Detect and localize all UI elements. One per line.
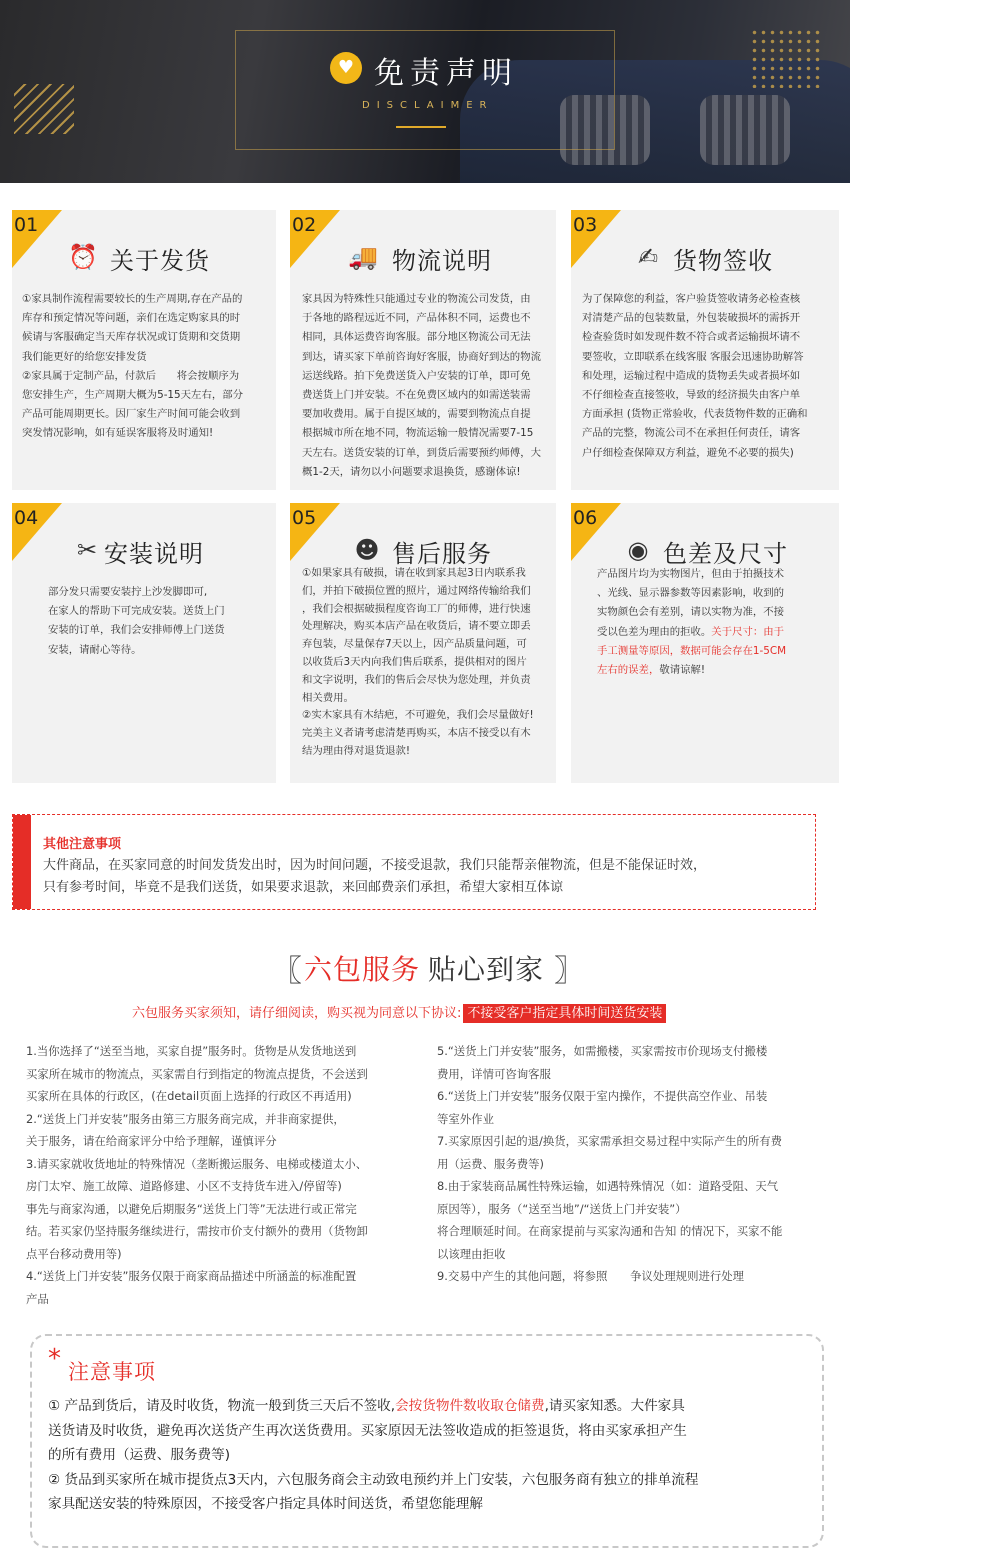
card-line: ②家具属于定制产品，付款后 将会按顺序为 <box>22 369 240 382</box>
term-line: 产品 <box>26 1291 49 1306</box>
notice-line: 大件商品，在买家同意的时间发货发出时，因为时间问题，不接受退款，我们只能帮亲催物流，但是不能保证时效， <box>43 858 707 873</box>
card-title: 物流说明 <box>392 247 492 275</box>
term-line: 房门太窄、施工故障、道路修建、小区不支持货车进入/停留等) <box>26 1179 342 1193</box>
card-line: 突发情况影响，如有延误客服将及时通知! <box>22 427 214 440</box>
card-line <box>597 661 786 680</box>
card-line: 以收货后3天内向我们售后联系，提供相对的图片 <box>302 655 527 668</box>
term-line: 用（运费、服务费等) <box>437 1156 544 1171</box>
six-services-title-dark: 贴心到家 <box>428 953 545 986</box>
card-line: 们，并拍下破损位置的照片，通过网络传输给我们 <box>302 584 531 597</box>
heart-shield-icon: ♥ <box>330 52 362 84</box>
card-line: ①家具制作流程需要较长的生产周期,存在产品的 <box>22 293 243 305</box>
term-line: 原因等），服务（“送至当地”/“送货上门并安装”） <box>437 1201 687 1216</box>
term-line: 3.请买家就收货地址的特殊情况（垄断搬运服务、电梯或楼道太小、 <box>26 1156 368 1171</box>
term-line: 6.“送货上门并安装”服务仅限于室内操作，不提供高空作业、吊装 <box>437 1089 768 1103</box>
card-receipt <box>571 210 839 490</box>
card-line: ①如果家具有破损，请在收到家具起3日内联系我 <box>302 567 526 579</box>
card-installation <box>12 503 276 783</box>
card-line: 不仔细检查直接签收，导致的经济损失由客户单 <box>582 389 801 402</box>
attention-box <box>30 1334 824 1548</box>
card-line: 我们能更好的给您安排发货 <box>22 350 147 363</box>
card-body <box>48 583 225 660</box>
slash-pattern-decoration <box>14 84 74 134</box>
bracket-left: 〖 <box>272 954 302 989</box>
card-line: 部分发只需要安装拧上沙发脚即可, <box>48 586 208 598</box>
term-line: 买家所在城市的物流点，买家需自行到指定的物流点提货，不会送到 <box>26 1066 368 1081</box>
card-line: 相关费用。 <box>302 691 354 704</box>
card-line: 库存和预定情况等问题，亲们在选定购家具的时 <box>22 312 241 325</box>
card-line: ，我们会根据破损程度咨询工厂的师傅，进行快速 <box>302 602 531 615</box>
card-body <box>22 290 243 444</box>
card-line: 、光线、显示器参数等因素影响，收到的 <box>597 587 785 600</box>
term-line: 9.交易中产生的其他问题，将参照 争议处理规则进行处理 <box>437 1269 745 1283</box>
card-line: 候请与客服确定当天库存状况或订货期和交货期 <box>22 331 241 344</box>
card-line-text: 敬请谅解! <box>659 664 706 677</box>
card-line: 天左右。送货安装的订单，到货后需要预约师傅，大 <box>302 446 541 459</box>
card-logistics <box>290 210 556 490</box>
card-body <box>302 565 534 761</box>
card-line: 完美主义者请考虑清楚再购买，本店不接受以有木 <box>302 727 531 740</box>
dot-pattern-decoration <box>750 28 820 88</box>
card-color-size <box>571 503 839 783</box>
card-title: 售后服务 <box>392 540 492 568</box>
disclaimer-banner <box>0 0 850 183</box>
card-line: 处理解决，购买本店产品在收货后，请不要立即丢 <box>302 620 531 633</box>
card-line: 产品图片均为实物图片，但由于拍摄技术 <box>597 568 785 580</box>
term-line: 以该理由拒收 <box>437 1246 506 1261</box>
attention-line <box>48 1394 818 1419</box>
attention-line: 家具配送安装的特殊原因，不接受客户指定具体时间送货，希望您能理解 <box>48 1496 483 1512</box>
notice-line: 只有参考时间，毕竟不是我们送货，如果要求退款，来回邮费亲们承担，希望大家相互体谅 <box>43 880 564 895</box>
card-line: 运送线路。拍下免费送货入户安装的订单，即可免 <box>302 369 531 382</box>
term-line: 费用，详情可咨询客服 <box>437 1066 551 1081</box>
card-title: 货物签收 <box>673 247 773 275</box>
card-body <box>597 565 786 680</box>
card-after-sales <box>290 503 556 783</box>
card-line: 为了保障您的利益，客户验货签收请务必检查核 <box>582 293 801 305</box>
card-line: 检查验货时如发现件数不符合或者运输损坏请不 <box>582 331 801 344</box>
pillow-decoration <box>700 95 790 165</box>
term-line: 5.“送货上门并安装”服务，如需搬楼，买家需按市价现场支付搬楼 <box>437 1044 768 1058</box>
pen-sign-icon: ✍ <box>637 243 659 271</box>
card-line: 概1-2天，请勿以小问题要求退换货，感谢体谅! <box>302 465 521 478</box>
card-line: 您安排生产，生产周期大概为5-15天左右，部分 <box>22 389 244 402</box>
card-line: 安装的订单，我们会安排师傅上门送货 <box>48 624 225 637</box>
card-line: 和文字说明，我们的售后会尽快为您处理，并负责 <box>302 673 531 686</box>
term-line: 1.当你选择了“送至当地，买家自提”服务时。货物是从发货地送到 <box>26 1044 357 1058</box>
term-line: 点平台移动费用等) <box>26 1246 122 1261</box>
card-line: 和处理，运输过程中造成的货物丢失或者损坏如 <box>582 369 801 382</box>
term-line: 关于服务，请在给商家评分中给予理解，谨慎评分 <box>26 1134 277 1148</box>
truck-icon: 🚚 <box>348 243 378 271</box>
card-number: 05 <box>292 507 317 529</box>
card-line: 产品的完整，物流公司不在承担任何责任，请客 <box>582 427 801 440</box>
card-number: 04 <box>14 507 39 529</box>
six-note-text: 六包服务买家须知，请仔细阅读，购买视为同意以下协议: <box>132 1006 462 1021</box>
card-line: 要加收费用。属于自提区域的，需要到物流点自提 <box>302 408 531 421</box>
term-line: 2.“送货上门并安装”服务由第三方服务商完成，并非商家提供， <box>26 1111 345 1126</box>
card-line: 根据城市所在地不同，物流运输一般情况需要7-15 <box>302 427 534 440</box>
attention-line: 送货请及时收货，避免再次送货产生再次送货费用。买家原因无法签收造成的拒签退货，将由买家承担产生 <box>48 1422 687 1439</box>
color-wheel-icon: ◉ <box>627 536 649 564</box>
term-line: 事先与商家沟通，以避免后期服务“送货上门等”无法进行或正常完 <box>26 1201 357 1216</box>
banner-title: 免责声明 <box>374 56 518 91</box>
asterisk-icon: * <box>48 1344 61 1374</box>
six-services-title-red: 六包服务 <box>304 953 421 986</box>
banner-subtitle: DISCLAIMER <box>362 100 494 111</box>
card-line: 方面承担 (货物正常验收，代表货物件数的正确和 <box>582 408 808 421</box>
card-line <box>597 623 786 642</box>
card-line: 到达，请买家下单前咨询好客服，协商好到达的物流 <box>302 350 541 363</box>
term-line: 买家所在具体的行政区，(在detail页面上选择的行政区不再适用) <box>26 1089 352 1103</box>
card-line: 相同，具体运费咨询客服。部分地区物流公司无法 <box>302 331 531 344</box>
card-shipping <box>12 210 276 490</box>
card-title: 关于发货 <box>110 247 210 275</box>
card-body <box>302 290 541 482</box>
six-services-note <box>132 1002 666 1021</box>
card-number: 03 <box>573 214 598 236</box>
bracket-right: 〗 <box>554 954 584 989</box>
other-notice-box <box>12 814 816 910</box>
card-line: 实物颜色会有差别，请以实物为准，不接 <box>597 606 785 619</box>
storage-fee-warning: 会按货物件数收取仓储费 <box>395 1398 545 1414</box>
six-terms-left <box>26 1040 422 1310</box>
attention-text-part: ,请买家知悉。大件家具 <box>544 1398 685 1414</box>
attention-line: 的所有费用（运费、服务费等) <box>48 1447 231 1463</box>
clock-icon: ⏰ <box>68 243 98 271</box>
card-line: 家具因为特殊性只能通过专业的物流公司发货，由 <box>302 293 531 305</box>
size-note-red: 左右的误差， <box>597 664 660 677</box>
card-line: 费送货上门并安装。不在免费区域内的如需送装需 <box>302 389 531 402</box>
card-line: 对清楚产品的包装数量，外包装破损坏的需拆开 <box>582 312 801 325</box>
banner-underline <box>396 126 446 128</box>
attention-text-part: ① 产品到货后，请及时收货，物流一般到货三天后不签收, <box>48 1398 396 1414</box>
notice-text <box>43 855 813 899</box>
term-line: 4.“送货上门并安装”服务仅限于商家商品描述中所涵盖的标准配置 <box>26 1269 357 1283</box>
term-line: 结。若买家仍坚持服务继续进行，需按市价支付额外的费用（货物卸 <box>26 1224 368 1238</box>
six-terms-right <box>437 1040 833 1288</box>
card-line: 安装，请耐心等待。 <box>48 643 142 656</box>
card-line: ②实木家具有木结疤，不可避免，我们会尽量做好! <box>302 709 534 722</box>
card-title: 色差及尺寸 <box>663 540 788 568</box>
card-body <box>582 290 808 463</box>
size-note-red: 手工测量等原因，数据可能会存在1-5CM <box>597 644 787 657</box>
card-number: 02 <box>292 214 317 236</box>
card-line: 在家人的帮助下可完成安装。送货上门 <box>48 605 225 618</box>
six-note-tag: 不接受客户指定具体时间送货安装 <box>463 1004 666 1023</box>
attention-text <box>48 1394 818 1517</box>
card-line: 产品可能周期更长。因厂家生产时间可能会收到 <box>22 408 241 421</box>
notice-heading: 其他注意事项 <box>43 837 122 852</box>
card-line: 结为理由得对退货退款! <box>302 744 411 757</box>
card-line-text: 受以色差为理由的拒收。 <box>597 625 712 638</box>
card-line: 户仔细检查保障双方利益，避免不必要的损失) <box>582 446 794 459</box>
service-agent-icon: ☻ <box>354 536 380 564</box>
tools-icon: ✂ <box>76 536 98 564</box>
card-line: 弃包装，尽量保存7天以上，因产品质量问题，可 <box>302 638 527 651</box>
attention-line: ② 货品到买家所在城市提货点3天内，六包服务商会主动致电预约并上门安装，六包服务商有独立的排单流程 <box>48 1471 699 1488</box>
card-line: 要签收，立即联系在线客服 客服会迅速协助解答 <box>582 350 804 363</box>
card-number: 06 <box>573 507 598 529</box>
size-note-red: 关于尺寸：由于 <box>711 625 785 638</box>
term-line: 7.买家原因引起的退/换货，买家需承担交易过程中实际产生的所有费 <box>437 1134 783 1148</box>
card-line: 于各地的路程远近不同，产品体积不同，运费也不 <box>302 312 531 325</box>
notice-accent-bar <box>13 815 31 909</box>
attention-heading: 注意事项 <box>68 1360 156 1384</box>
card-number: 01 <box>14 214 39 236</box>
term-line: 将合理顺延时间。在商家提前与买家沟通和告知 的情况下，买家不能 <box>437 1224 783 1238</box>
term-line: 8.由于家装商品属性特殊运输，如遇特殊情况（如：道路受阻、天气 <box>437 1179 779 1193</box>
term-line: 等室外作业 <box>437 1111 494 1126</box>
six-services-title <box>272 946 584 989</box>
card-title: 安装说明 <box>104 540 204 568</box>
